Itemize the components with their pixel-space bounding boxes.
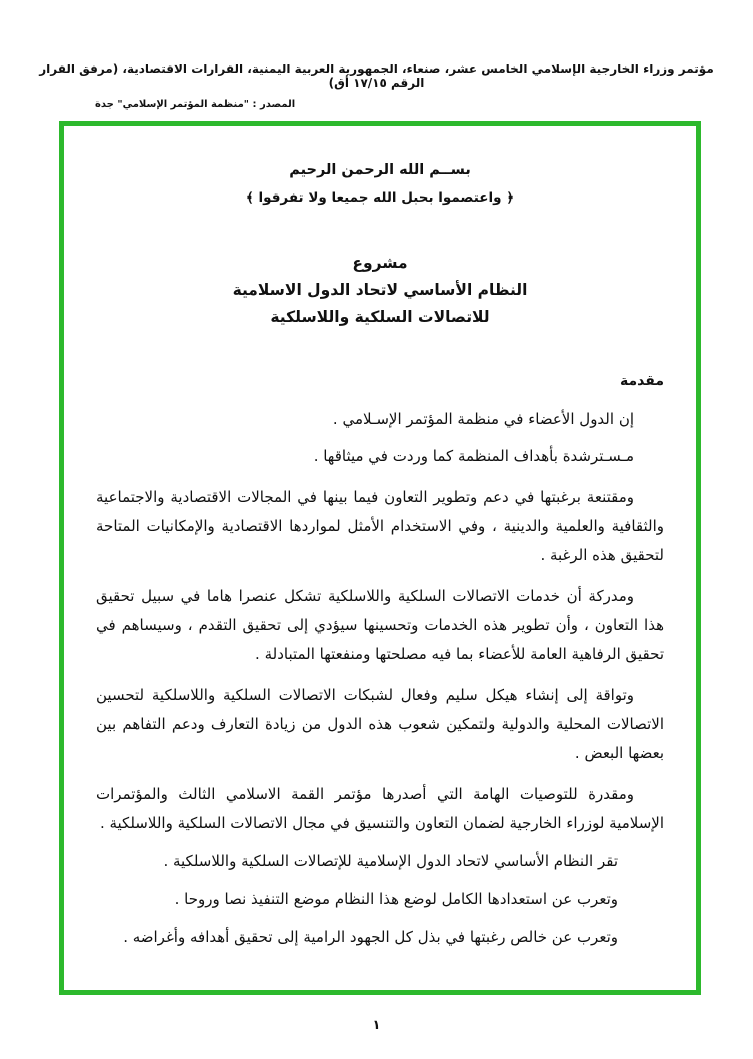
header-source: المصدر : "منظمة المؤتمر الإسلامي" جدة	[95, 99, 296, 110]
paragraph: تقر النظام الأساسي لاتحاد الدول الإسلامية للإتصالات السلكية واللاسلكية .	[163, 852, 618, 870]
green-border-frame	[59, 121, 701, 995]
quran-verse: ﴿ واعتصموا بحبل الله جميعا ولا تفرقوا ﴾	[245, 190, 515, 206]
paragraph: ومقدرة للتوصيات الهامة التي أصدرها مؤتمر القمة الاسلامي الثالث والمؤتمرات الإسلامية لوزراء الخارجية لضمان التعاون والتنسيق في مجال الاتصالات السلكية واللاسلكية .	[96, 785, 664, 832]
document-title-line-3: للاتصالات السلكية واللاسلكية	[270, 308, 490, 326]
document-title-line-1: مشروع	[352, 254, 408, 272]
paragraph: إن الدول الأعضاء في منظمة المؤتمر الإسـلامي .	[332, 410, 634, 428]
header-citation: مؤتمر وزراء الخارجية الإسلامي الخامس عشر، صنعاء، الجمهورية العربية اليمنية، القرارات الاقتصادية، (مرفق القرار الرقم ١٧/١٥ أق)	[39, 62, 714, 90]
basmala-text: بســم الله الرحمن الرحيم	[289, 162, 471, 178]
section-heading-muqaddima: مقدمة	[620, 373, 664, 389]
page-number: ١	[372, 1018, 381, 1033]
paragraph: ومقتنعة برغبتها في دعم وتطوير التعاون فيما بينها في المجالات الاقتصادية والاجتماعية والثقافية والعلمية والدينية ، وفي الاستخدام الأمثل لمواردها الاقتصادية والإمكانيات المتاحة لتحقيق هذه الرغبة .	[96, 488, 664, 564]
paragraph: وتعرب عن خالص رغبتها في بذل كل الجهود الرامية إلى تحقيق أهدافه وأغراضه .	[123, 928, 618, 946]
document-title	[96, 250, 664, 331]
document-title-line-2: النظام الأساسي لاتحاد الدول الاسلامية	[232, 281, 528, 299]
document-header	[0, 0, 753, 110]
paragraph: مـسـترشدة بأهداف المنظمة كما وردت في ميثاقها .	[313, 447, 634, 465]
paragraph: ومدركة أن خدمات الاتصالات السلكية واللاسلكية تشكل عنصرا هاما في سبيل تحقيق هذا التعاون ، وأن تطوير هذه الخدمات وتحسينها سيؤدي إلى تحقيق التقدم ، وسيساهم في تحقيق الرفاهية العامة للأعضاء بما فيه مصلحتها ومنفعتها المتبادلة .	[96, 587, 664, 663]
paragraph: وتواقة إلى إنشاء هيكل سليم وفعال لشبكات الاتصالات السلكية واللاسلكية لتحسين الاتصالات المحلية والدولية ولتمكين شعوب هذه الدول من زيادة التعارف ودعم التفاهم بين بعضها البعض .	[96, 686, 664, 762]
paragraph: وتعرب عن استعدادها الكامل لوضع هذا النظام موضع التنفيذ نصا وروحا .	[174, 890, 618, 908]
